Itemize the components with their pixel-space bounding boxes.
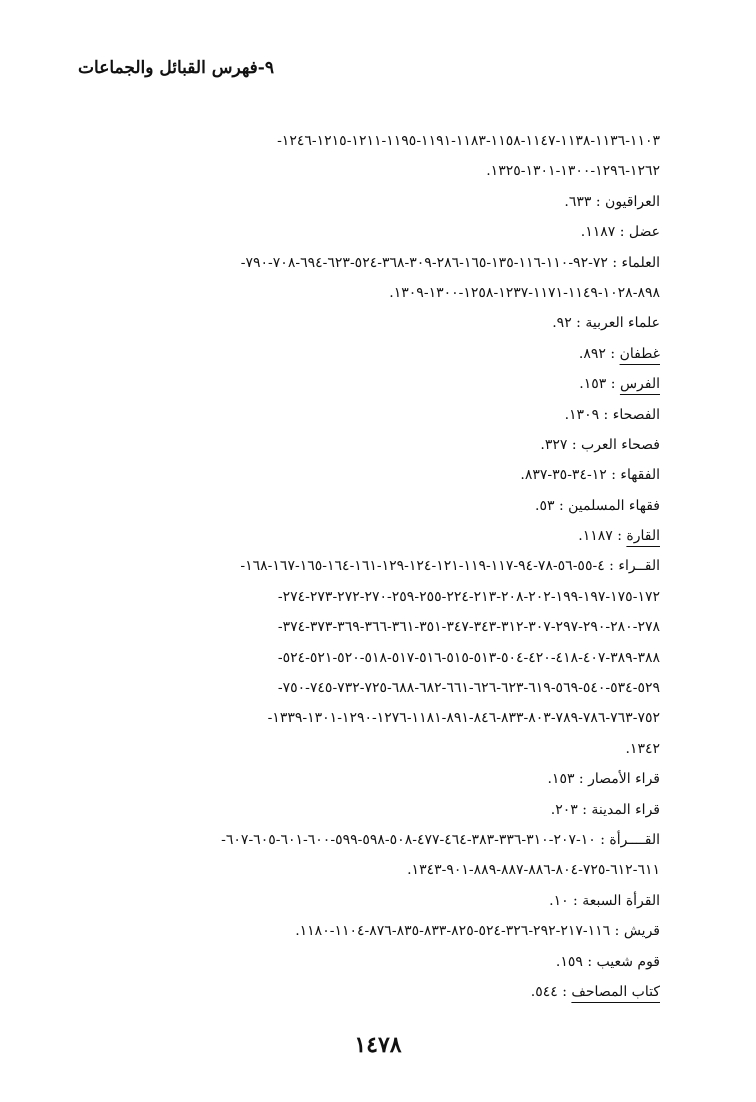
index-entry [90, 916, 660, 946]
entry-term: العلماء [621, 254, 660, 271]
index-entry [90, 521, 660, 551]
index-entry [90, 430, 660, 460]
index-entry [90, 248, 660, 278]
entry-term: القــــرأة [609, 831, 660, 848]
index-entry-continuation [90, 278, 660, 308]
index-entry [90, 369, 660, 399]
entry-term: القرأة السبعة [582, 892, 660, 909]
index-entries [90, 126, 660, 1007]
entry-page-refs: ١٢٦٢-١٢٩٦-١٣٠٠-١٣٠١-١٣٢٥. [486, 163, 660, 180]
entry-page-refs: : ٩٢. [552, 315, 586, 332]
index-entry [90, 187, 660, 217]
index-entry [90, 764, 660, 794]
entry-page-refs: ٨٩٨-١٠٢٨-١١٤٩-١١٧١-١٢٣٧-١٢٥٨-١٣٠٠-١٣٠٩. [389, 284, 660, 301]
entry-term: كتاب المصاحف [571, 983, 660, 1000]
entry-page-refs: : ١٠. [549, 892, 583, 909]
index-entry [90, 551, 660, 581]
index-entry [90, 795, 660, 825]
entry-term: الفصحاء [612, 406, 660, 423]
index-entry-continuation [90, 643, 660, 673]
entry-term: القارة [626, 528, 660, 545]
index-entry [90, 491, 660, 521]
entry-term: العراقيون [605, 193, 660, 210]
index-entry [90, 308, 660, 338]
entry-term: فقهاء المسلمين [568, 497, 660, 514]
entry-page-refs: : ٥٤٤. [530, 983, 572, 1000]
entry-term: عضل [628, 224, 660, 241]
entry-page-refs: ١١٠٣-١١٣٦-١١٣٨-١١٤٧-١١٥٨-١١٨٣-١١٩١-١١٩٥-١٢١١-١٢١٥-١٢٤٦- [277, 133, 660, 149]
entry-page-refs: ٧٥٢-٧٦٣-٧٨٦-٧٨٩-٨٠٣-٨٣٣-٨٤٦-٨٩١-١١٨١-١٢٧٦-١٢٩٠-١٣٠١-١٣٣٩- [267, 710, 660, 727]
entry-page-refs: : ٢٠٣. [550, 801, 592, 818]
index-entry [90, 977, 660, 1007]
entry-term: قراء المدينة [591, 801, 660, 818]
entry-term: قريش [623, 923, 660, 940]
index-entry-continuation [90, 582, 660, 612]
entry-term: قوم شعيب [596, 953, 660, 970]
entry-page-refs: ٢٧٨-٢٨٠-٢٩٠-٢٩٧-٣٠٧-٣١٢-٣٤٣-٣٤٧-٣٥١-٣٦١-٣٦٦-٣٦٩-٣٧٣-٣٧٤- [277, 619, 660, 636]
entry-page-refs: : ١٣٠٩. [564, 406, 613, 423]
index-entry-continuation [90, 673, 660, 703]
entry-page-refs: : ١٥٣. [547, 771, 589, 788]
index-entry [90, 825, 660, 855]
entry-term: غطفان [619, 345, 660, 362]
entry-page-refs: : ١٥٩. [555, 953, 597, 970]
index-entry [90, 400, 660, 430]
page-number: ١٤٧٨ [354, 1032, 402, 1058]
entry-term: فصحاء العرب [581, 436, 660, 453]
index-entry [90, 886, 660, 916]
entry-page-refs: ٥٢٩-٥٣٤-٥٤٠-٥٦٩-٦١٩-٦٢٣-٦٢٦-٦٦١-٦٨٢-٦٨٨-٧٢٥-٧٣٢-٧٤٥-٧٥٠- [277, 680, 660, 697]
entry-page-refs: : ١١٨٧. [580, 224, 629, 241]
section-heading: ٩-فهرس القبائل والجماعات [78, 58, 274, 78]
entry-term: قراء الأمصار [588, 771, 660, 788]
entry-page-refs: ١٣٤٢. [625, 740, 660, 757]
index-entry-continuation [90, 612, 660, 642]
entry-term: الفقهاء [620, 467, 660, 484]
entry-page-refs: : ١١٦-٢١٧-٢٩٢-٣٢٦-٥٢٤-٨٢٥-٨٣٣-٨٣٥-٨٧٦-١١٠٤-١١٨٠. [295, 923, 624, 940]
index-entry [90, 339, 660, 369]
entry-page-refs: : ٤-٥٥-٥٦-٧٨-٩٤-١١٧-١١٩-١٢١-١٢٤-١٢٩-١٦١-١٦٤-١٦٥-١٦٧-١٦٨- [240, 558, 619, 575]
entry-page-refs: ٣٨٨-٣٨٩-٤٠٧-٤١٨-٤٢٠-٥٠٤-٥١٣-٥١٥-٥١٦-٥١٧-٥١٨-٥٢٠-٥٢١-٥٢٤- [277, 649, 660, 666]
entry-page-refs: : ١١٨٧. [578, 528, 627, 545]
entry-page-refs: : ١٥٣. [579, 376, 620, 393]
entry-page-refs: ٦١١-٦١٢-٧٢٥-٨٠٤-٨٨٦-٨٨٧-٨٨٩-٩٠١-١٣٤٣. [407, 862, 660, 879]
entry-page-refs: : ٥٣. [535, 497, 569, 514]
entry-term: الفرس [619, 376, 660, 393]
entry-term: القــراء [618, 558, 660, 575]
index-entry-continuation [90, 126, 660, 156]
entry-term: علماء العربية [585, 315, 660, 332]
index-entry [90, 460, 660, 490]
entry-page-refs: : ٧٢-٩٢-١١٠-١١٦-١٣٥-١٦٥-٢٨٦-٣٠٩-٣٦٨-٥٢٤-٦٢٣-٦٩٤-٧٠٨-٧٩٠- [240, 254, 622, 271]
entry-page-refs: : ٨٩٢. [578, 345, 620, 362]
index-entry-continuation [90, 703, 660, 733]
entry-page-refs: : ١٢-٣٤-٣٥-٨٣٧. [520, 467, 621, 484]
index-entry [90, 947, 660, 977]
entry-page-refs: ١٧٢-١٧٥-١٩٧-١٩٩-٢٠٢-٢٠٨-٢١٣-٢٢٤-٢٥٥-٢٥٩-٢٧٠-٢٧٢-٢٧٣-٢٧٤- [277, 588, 660, 605]
index-entry [90, 217, 660, 247]
index-entry-continuation [90, 855, 660, 885]
index-entry-continuation [90, 734, 660, 764]
entry-page-refs: : ٣٢٧. [540, 436, 582, 453]
entry-page-refs: : ٦٣٣. [564, 193, 606, 210]
entry-page-refs: : ١٠-٢٠٧-٣١٠-٣٣٦-٣٨٣-٤٦٤-٤٧٧-٥٠٨-٥٩٨-٥٩٩-٦٠٠-٦٠١-٦٠٥-٦٠٧- [221, 831, 610, 848]
index-entry-continuation [90, 156, 660, 186]
